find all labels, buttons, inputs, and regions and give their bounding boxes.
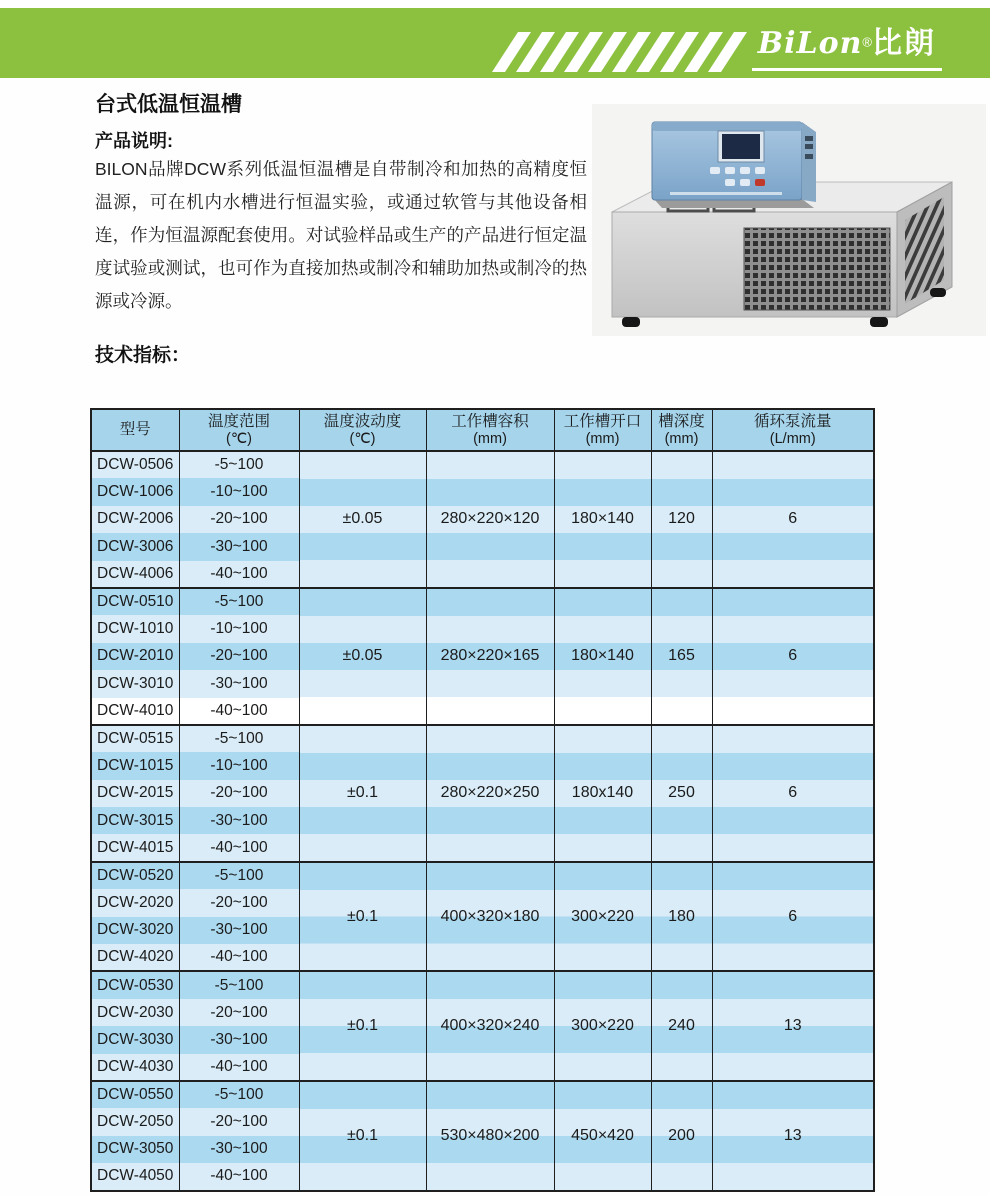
- specs-heading: 技术指标：: [95, 345, 191, 366]
- fluctuation-cell: ±0.1: [299, 1081, 426, 1191]
- opening-cell: 180x140: [554, 725, 651, 862]
- model-cell: DCW-2050: [91, 1108, 179, 1135]
- table-row: [91, 1081, 874, 1108]
- table-row: [91, 451, 874, 478]
- range-cell: -40~100: [179, 698, 299, 725]
- flow-cell: 6: [712, 451, 874, 588]
- range-cell: -40~100: [179, 1054, 299, 1081]
- model-cell: DCW-3006: [91, 533, 179, 560]
- flow-cell: 6: [712, 588, 874, 725]
- volume-cell: 530×480×200: [426, 1081, 554, 1191]
- depth-cell: 120: [651, 451, 712, 588]
- range-cell: -20~100: [179, 780, 299, 807]
- model-cell: DCW-4030: [91, 1054, 179, 1081]
- flow-cell: 6: [712, 862, 874, 972]
- opening-cell: 180×140: [554, 588, 651, 725]
- range-cell: -10~100: [179, 615, 299, 642]
- product-description-heading: 产品说明:: [95, 131, 173, 151]
- fluctuation-cell: ±0.1: [299, 971, 426, 1081]
- range-cell: -30~100: [179, 1136, 299, 1163]
- depth-cell: 180: [651, 862, 712, 972]
- column-header-6: 循环泵流量 (L/mm): [712, 409, 874, 451]
- page-title: 台式低温恒温槽: [95, 93, 242, 116]
- fluctuation-cell: ±0.1: [299, 725, 426, 862]
- range-cell: -20~100: [179, 999, 299, 1026]
- model-group-3: [91, 862, 874, 972]
- range-cell: -30~100: [179, 533, 299, 560]
- product-description-body: BILON品牌DCW系列低温恒温槽是自带制冷和加热的高精度恒温源，可在机内水槽进行恒温实验，或通过软管与其他设备相连，作为恒温源配套使用。对试验样品或生产的产品进行恒定温度试验或测试，也可作为直接加热或制冷和辅助加热或制冷的热源或冷源。: [95, 159, 587, 311]
- range-cell: -20~100: [179, 1108, 299, 1135]
- fluctuation-cell: ±0.1: [299, 862, 426, 972]
- range-cell: -5~100: [179, 588, 299, 615]
- volume-cell: 400×320×240: [426, 971, 554, 1081]
- model-cell: DCW-1006: [91, 478, 179, 505]
- opening-cell: 300×220: [554, 971, 651, 1081]
- model-cell: DCW-0520: [91, 862, 179, 889]
- specs-table-wrapper: [90, 408, 875, 1192]
- model-group-2: [91, 725, 874, 862]
- model-group-4: [91, 971, 874, 1081]
- volume-cell: 280×220×165: [426, 588, 554, 725]
- model-cell: DCW-0515: [91, 725, 179, 752]
- model-cell: DCW-1010: [91, 615, 179, 642]
- registered-mark: ®: [862, 34, 872, 50]
- model-cell: DCW-3010: [91, 670, 179, 697]
- depth-cell: 250: [651, 725, 712, 862]
- model-cell: DCW-0506: [91, 451, 179, 478]
- model-cell: DCW-0550: [91, 1081, 179, 1108]
- model-cell: DCW-2015: [91, 780, 179, 807]
- flow-cell: 6: [712, 725, 874, 862]
- product-photo: [592, 104, 986, 336]
- column-header-1: 温度范围 (℃): [179, 409, 299, 451]
- model-cell: DCW-2030: [91, 999, 179, 1026]
- model-cell: DCW-3050: [91, 1136, 179, 1163]
- fluctuation-cell: ±0.05: [299, 588, 426, 725]
- depth-cell: 165: [651, 588, 712, 725]
- flow-cell: 13: [712, 971, 874, 1081]
- model-cell: DCW-3030: [91, 1026, 179, 1053]
- model-cell: DCW-1015: [91, 752, 179, 779]
- model-cell: DCW-4015: [91, 834, 179, 861]
- range-cell: -30~100: [179, 917, 299, 944]
- column-header-4: 工作槽开口 (mm): [554, 409, 651, 451]
- model-cell: DCW-4010: [91, 698, 179, 725]
- range-cell: -40~100: [179, 1163, 299, 1190]
- range-cell: -40~100: [179, 834, 299, 861]
- range-cell: -5~100: [179, 451, 299, 478]
- range-cell: -40~100: [179, 561, 299, 588]
- brand-logo-script: BiLon: [757, 26, 863, 61]
- table-row: [91, 862, 874, 889]
- model-cell: DCW-2006: [91, 506, 179, 533]
- range-cell: -5~100: [179, 1081, 299, 1108]
- depth-cell: 200: [651, 1081, 712, 1191]
- brand-logo: [752, 18, 942, 71]
- model-cell: DCW-0510: [91, 588, 179, 615]
- range-cell: -30~100: [179, 670, 299, 697]
- table-row: [91, 588, 874, 615]
- model-cell: DCW-2020: [91, 889, 179, 916]
- column-header-2: 温度波动度 (℃): [299, 409, 426, 451]
- range-cell: -20~100: [179, 643, 299, 670]
- range-cell: -5~100: [179, 971, 299, 998]
- specs-table: [90, 408, 875, 1192]
- brand-header-band: [0, 8, 990, 78]
- range-cell: -30~100: [179, 807, 299, 834]
- column-header-3: 工作槽容积 (mm): [426, 409, 554, 451]
- header-stripes-decoration: [505, 32, 734, 72]
- model-cell: DCW-2010: [91, 643, 179, 670]
- table-row: [91, 725, 874, 752]
- volume-cell: 280×220×250: [426, 725, 554, 862]
- model-group-1: [91, 588, 874, 725]
- range-cell: -20~100: [179, 889, 299, 916]
- opening-cell: 180×140: [554, 451, 651, 588]
- product-photo-illustration: [592, 104, 986, 336]
- model-cell: DCW-0530: [91, 971, 179, 998]
- volume-cell: 400×320×180: [426, 862, 554, 972]
- model-cell: DCW-4006: [91, 561, 179, 588]
- column-header-0: 型号: [91, 409, 179, 451]
- depth-cell: 240: [651, 971, 712, 1081]
- flow-cell: 13: [712, 1081, 874, 1191]
- column-header-5: 槽深度 (mm): [651, 409, 712, 451]
- volume-cell: 280×220×120: [426, 451, 554, 588]
- model-group-5: [91, 1081, 874, 1191]
- range-cell: -10~100: [179, 478, 299, 505]
- range-cell: -40~100: [179, 944, 299, 971]
- opening-cell: 450×420: [554, 1081, 651, 1191]
- model-group-0: [91, 451, 874, 588]
- range-cell: -10~100: [179, 752, 299, 779]
- fluctuation-cell: ±0.05: [299, 451, 426, 588]
- range-cell: -5~100: [179, 725, 299, 752]
- model-cell: DCW-4050: [91, 1163, 179, 1190]
- range-cell: -5~100: [179, 862, 299, 889]
- opening-cell: 300×220: [554, 862, 651, 972]
- table-row: [91, 971, 874, 998]
- brand-logo-chinese: 比朗: [872, 27, 936, 60]
- model-cell: DCW-3020: [91, 917, 179, 944]
- range-cell: -20~100: [179, 506, 299, 533]
- model-cell: DCW-3015: [91, 807, 179, 834]
- model-cell: DCW-4020: [91, 944, 179, 971]
- range-cell: -30~100: [179, 1026, 299, 1053]
